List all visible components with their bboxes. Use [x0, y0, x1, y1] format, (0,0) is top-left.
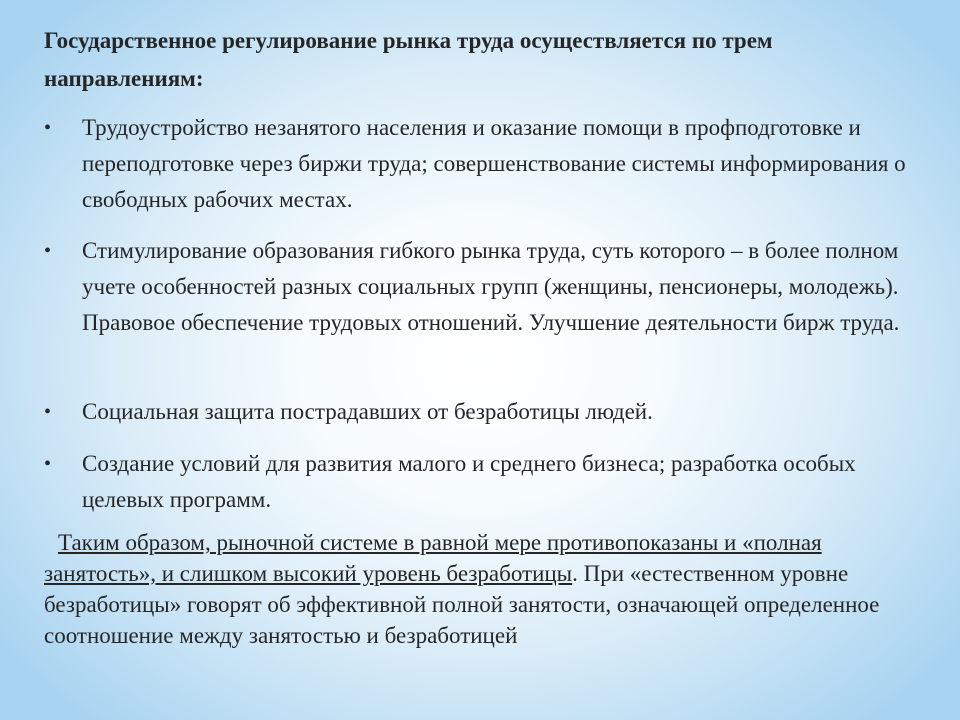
- bullet-text: Социальная защита пострадавших от безработицы людей.: [82, 399, 653, 424]
- bullet-dot-icon: •: [44, 401, 52, 423]
- slide-heading: Государственное регулирование рынка труда осуществляется по трем направлениям:: [44, 28, 773, 91]
- bullet-text: Стимулирование образования гибкого рынка труда, суть которого – в более полном учете особенностей разных социальных групп (женщины, пенсионеры, молодежь). Правовое обеспечение трудовых отношений. Улучшение деятельности бирж труда.: [82, 238, 900, 335]
- conclusion-underlined-text: Таким образом, рыночной системе в равной мере противопоказаны и «полная занятость», и слишком высокий уровень безработицы: [44, 530, 822, 586]
- bullet-dot-icon: •: [44, 453, 52, 475]
- bullet-text: Трудоустройство незанятого населения и оказание помощи в профподготовке и переподготовке через биржи труда; совершенствование системы информирования о свободных рабочих местах.: [82, 115, 906, 212]
- bullet-item: [44, 394, 924, 430]
- bullet-dot-icon: •: [44, 117, 52, 139]
- bullet-item: [44, 110, 924, 218]
- bullet-item: [44, 233, 924, 341]
- conclusion-text: . При «естественном уровне безработицы» говорят об эффективной полной занятости, означающей определенное соотношение между занятостью и безработицей: [44, 561, 880, 648]
- bullet-item: [44, 446, 924, 518]
- bullet-dot-icon: •: [44, 240, 52, 262]
- conclusion-paragraph: [44, 527, 924, 651]
- bullet-text: Создание условий для развития малого и среднего бизнеса; разработка особых целевых программ.: [82, 451, 856, 512]
